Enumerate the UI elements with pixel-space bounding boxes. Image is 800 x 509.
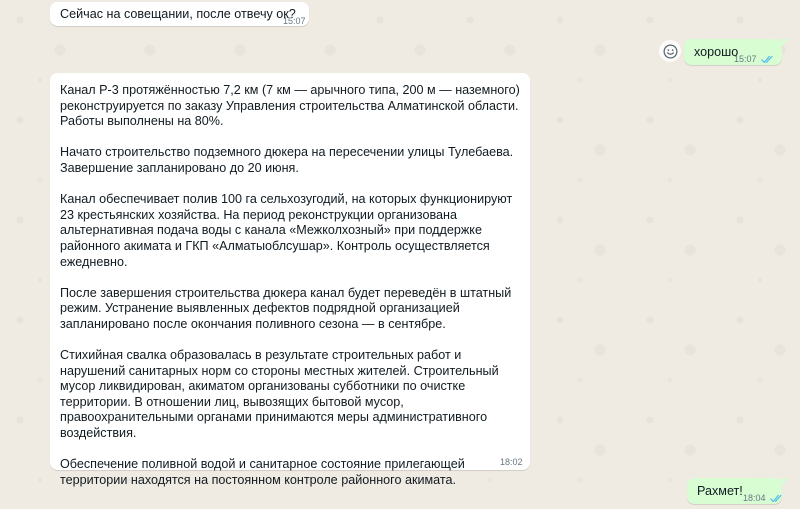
message-paragraph: Стихийная свалка образовалась в результате строительных работ и нарушений санитарных норм со стороны местных жителей. Строительный мусор ликвидирован, акиматом организованы субботники по очистке территории. В отношении лиц, вывозящих бытовой мусор, правоохранительными органами принимаются меры административного воздействия. (60, 348, 499, 441)
message-paragraph: Обеспечение поливной водой и санитарное состояние прилегающей территории находятся на постоянном контроле районного акимата. (60, 457, 465, 487)
reaction-button[interactable] (659, 40, 681, 62)
message-bubble-incoming[interactable] (50, 2, 309, 26)
message-bubble-outgoing[interactable] (687, 478, 782, 504)
message-bubble-outgoing[interactable] (684, 39, 782, 65)
message-text: Рахмет! (697, 484, 743, 498)
message-meta (743, 491, 784, 507)
message-time: 15:07 (734, 54, 757, 64)
message-paragraph: Канал Р-3 протяжённостью 7,2 км (7 км — арычного типа, 200 м — наземного) реконструируется по заказу Управления строительства Алматинской области. Работы выполнены на 80%. (60, 83, 520, 129)
double-check-read-icon (761, 55, 775, 64)
bubble-tail (781, 39, 789, 47)
message-time: 15:07 (283, 16, 306, 26)
message-text: хорошо (694, 45, 739, 59)
message-paragraph: Начато строительство подземного дюкера на пересечении улицы Тулебаева. Завершение запланировано до 20 июня. (60, 145, 514, 175)
message-paragraph: После завершения строительства дюкера канал будет переведён в штатный режим. Устранение выявленных дефектов подрядной организацией запланировано после окончания поливного сезона — в сентябре. (60, 285, 512, 331)
message-text-block (60, 83, 522, 488)
double-check-read-icon (770, 494, 784, 503)
smiley-icon (663, 44, 678, 59)
message-paragraph: Канал обеспечивает полив 100 га сельхозугодий, на которых функционируют 23 крестьянских хозяйства. На период реконструкции организована альтернативная подача воды с канала «Межколхозный» при поддержке районного акимата и ГКП «Алматыоблсушар». Контроль осуществляется ежедневно. (60, 192, 513, 269)
message-time: 18:02 (500, 457, 523, 467)
message-time: 18:04 (743, 493, 766, 503)
message-bubble-incoming-long[interactable] (50, 73, 530, 487)
bubble-tail (781, 478, 789, 486)
message-meta (734, 52, 775, 68)
message-text: Сейчас на совещании, после отвечу ок? (60, 7, 296, 21)
